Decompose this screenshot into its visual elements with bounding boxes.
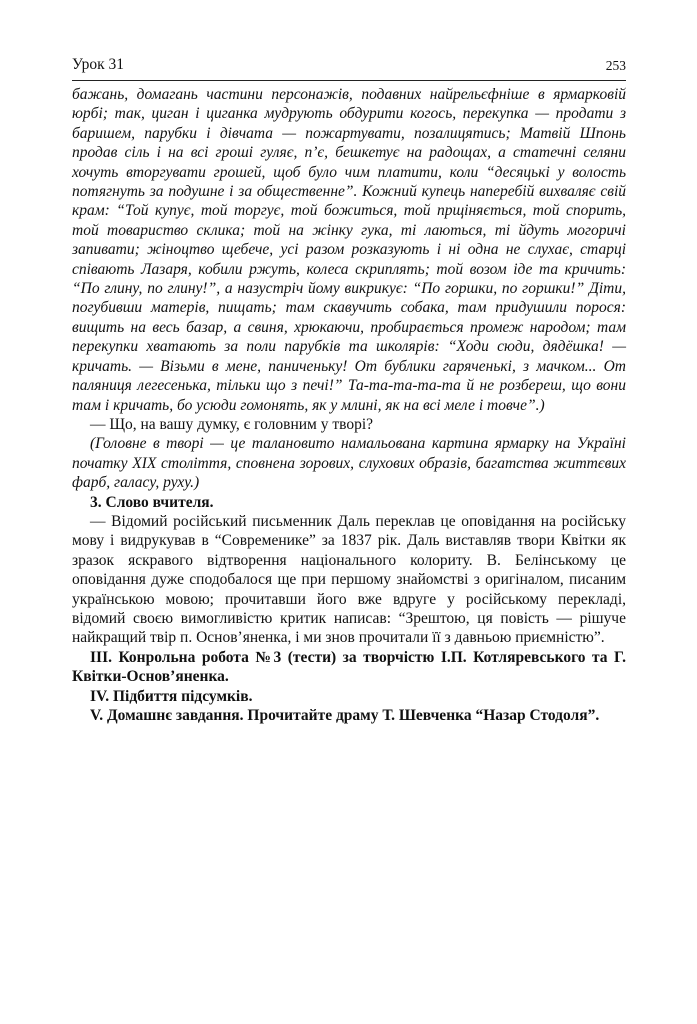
page-body	[72, 85, 626, 725]
homework-heading: V. Домашнє завдання. Прочитайте драму Т. Шевченка “Назар Стодоля”.	[90, 707, 600, 724]
teacher-word-paragraph: — Відомий російський письменник Даль переклав це оповідання на російську мову і видрукував в “Современике” за 1837 рік. Даль виставляв твори Квітки як зразок яскравого відтворення національного колориту. В. Белінському це оповідання дуже сподобалося ще при першому знайомстві з оригіналом, писаним українською мовою; прочитавши його вже вдруге у російському перекладі, відомий своєю вимогливістю критик написав: “Зрештою, ця повість — рішуче найкращий твір п. Основ’яненка, і ми знов прочитали її з давньою приємністю”.	[72, 512, 626, 647]
lesson-title: Урок 31	[72, 56, 125, 73]
quote-continuation-paragraph: бажань, домагань частини персонажів, подавних найрельєфніше в ярмарковій юрбі; так, циган і циганка мудрують обдурити когось, перекупка — продати з баришем, парубки і дівчата — пожартувати, позалицятись; Матвій Шпонь продав сіль і на всі гроші гуляє, п’є, бешкетує на радощах, а статечні селяни хочуть вторгувати грошей, щоб було чим платити, коли “десяцькі у волость потягнуть за подушне і за общественне”. Кожний купець наперебій вихваляє свій крам: “Той купує, той торгує, той божиться, той прщіняється, той спорить, той товариство склика; той на жінку гука, ті лаються, ті йдуть могоричі запивати; жіноцтво щебече, усі разом розказують і ні одна не слухає, старці співають Лазаря, кобили ржуть, колеса скриплять; той возом іде та кричить: “По глину, по глину!”, а назустріч йому викрикує: “По горшки, по горшки!” Діти, погубивши матерів, пищать; там скавучить собака, там придушили порося: вищить на весь базар, а свиня, хрюкаючи, пробирається промеж народом; там перекупки хватають за поли парубків та школярів: “Ходи сюди, дядёшка! — кричать. — Візьми в мене, паниченьку! От бублики гаряченькі, з мачком... От паляниця легесенька, тільки що з печі!” Та-та-та-та-та й не розбереш, що вони там і кричать, бо усюди гомонять, як у млині, як на всі меле і товче”.)	[72, 86, 626, 414]
summary-heading: IV. Підбиття підсумків.	[90, 687, 253, 705]
section-heading-teacher-word: 3. Слово вчителя.	[90, 493, 214, 511]
page-header	[72, 56, 626, 81]
control-work-heading: III. Конрольна робота №3 (тести) за творчістю І.П. Котляревського та Г. Квітки-Основ’яненка.	[72, 648, 626, 686]
expected-answer: (Головне в творі — це талановито намальована картина ярмарку на Україні початку XIX століття, сповнена зорових, слухових образів, багатства життєвих фарб, галасу, руху.)	[72, 435, 626, 492]
teacher-question: — Що, на вашу думку, є головним у творі?	[90, 415, 374, 433]
page-number: 253	[605, 58, 626, 73]
